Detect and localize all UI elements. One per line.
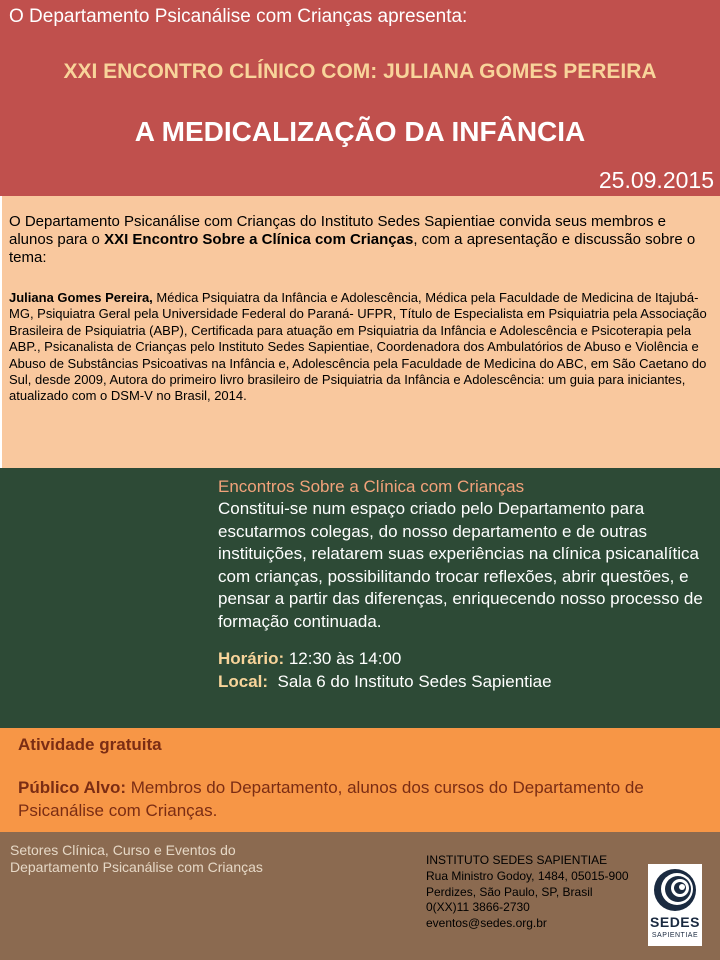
encounters-description: Constitui-se num espaço criado pelo Departamento para escutarmos colegas, do nosso departamento e de outras instituições, relatarem suas experiências na clínica psicanalítica com crianças, possibilitando trocar reflexões, abrir questões, e pensar a partir das diferenças, enriquecendo nosso processo de formação continuada.: [218, 499, 703, 631]
footer-sectors: [10, 842, 330, 876]
logo-text-sedes: SEDES: [650, 914, 700, 930]
location-label: Local:: [218, 671, 269, 691]
target-audience: [18, 777, 708, 822]
intro-paragraph: [9, 213, 709, 267]
phone: 0(XX)11 3866-2730: [426, 900, 530, 915]
schedule-value: 12:30 às 14:00: [284, 649, 402, 668]
audience-label: Público Alvo:: [18, 778, 126, 797]
schedule: [218, 648, 718, 671]
email-link[interactable]: eventos@sedes.org.br: [426, 916, 547, 931]
address-line-1: Rua Ministro Godoy, 1484, 05015-900: [426, 868, 629, 883]
audience-value: Membros do Departamento, alunos dos cursos do Departamento de Psicanálise com Crianças.: [18, 778, 644, 820]
institute-name: INSTITUTO SEDES SAPIENTIAE: [426, 853, 608, 867]
free-activity-label: Atividade gratuita: [18, 735, 162, 754]
location: [218, 671, 718, 694]
intro-text-end: , com a apresentação e discussão sobre o tema:: [9, 231, 696, 266]
event-title: XXI ENCONTRO CLÍNICO COM: JULIANA GOMES PEREIRA: [63, 60, 657, 83]
sectors-line-1: Setores Clínica, Curso e Eventos do: [10, 842, 236, 858]
intro-bold: XXI Encontro Sobre a Clínica com Crianças: [104, 231, 414, 248]
location-value: Sala 6 do Instituto Sedes Sapientiae: [268, 671, 552, 691]
speaker-name: Juliana Gomes Pereira,: [9, 290, 153, 305]
encounters-title: Encontros Sobre a Clínica com Crianças: [218, 477, 525, 496]
presenter-line: O Departamento Psicanálise com Crianças apresenta:: [9, 6, 468, 27]
logo-text-sapientiae: SAPIENTIAE: [651, 932, 699, 939]
schedule-block: [218, 648, 718, 693]
sectors-line-2: Departamento Psicanálise com Crianças: [10, 859, 263, 875]
speaker-bio: [9, 290, 714, 405]
bio-text: Médica Psiquiatra da Infância e Adolescência, Médica pela Faculdade de Medicina de Itajubá-MG, Psiquiatra Geral pela Universidade Federal do Paraná- UFPR, Título de Especialista em Psiquiatria pela Associação Brasileira de Psiquiatria (ABP), Certificada para atuação em Psiquiatria da Infância e Adolescência e Psicoterapia pela ABP., Psicanalista de Crianças pelo Instituto Sedes Sapientiae, Coordenadora dos Ambulatórios de Abuso e Violência e Abuso de Substâncias Psicoativas na Infância e, Adolescência pela Faculdade de Medicina do ABC, em São Caetano do Sul, desde 2009, Autora do primeiro livro brasileiro de Psiquiatria da Infância e Adolescência: um guia para iniciantes, atualizado com o DSM-V no Brasil, 2014.: [9, 290, 707, 404]
sedes-swirl-icon: [651, 867, 699, 913]
sedes-logo: [648, 864, 702, 946]
encounters-content: [218, 476, 718, 693]
schedule-label: Horário:: [218, 649, 285, 668]
address-line-2: Perdizes, São Paulo, SP, Brasil: [426, 884, 593, 899]
event-date: 25.09.2015: [598, 167, 714, 193]
institute-contact: [426, 853, 656, 932]
main-title: A MEDICALIZAÇÃO DA INFÂNCIA: [134, 116, 586, 147]
divider: [0, 196, 2, 468]
intro-text: O Departamento Psicanálise com Crianças do Instituto Sedes Sapientiae convida seus membros e alunos para o: [9, 213, 667, 248]
